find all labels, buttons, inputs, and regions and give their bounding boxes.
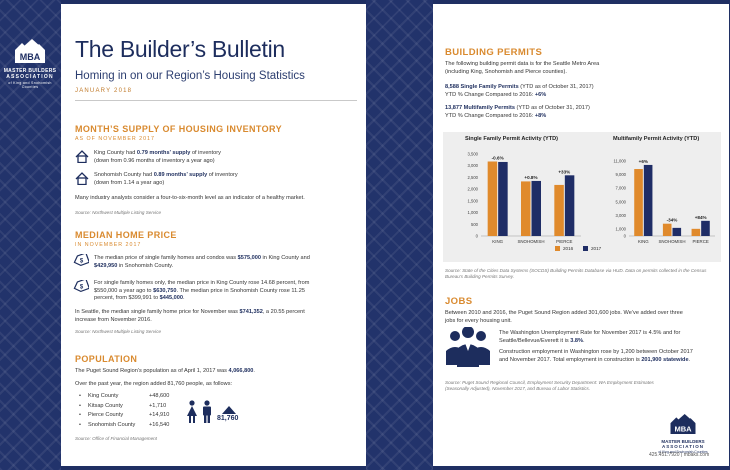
change-annotation: +33%: [558, 169, 571, 175]
y-tick-label: 7,000: [615, 185, 626, 191]
permits-mf-l2-pre: YTD % Change Compared to 2016:: [445, 112, 535, 119]
permits-mf-bold: 13,877 Multifamily Permits: [445, 105, 515, 111]
supply-analysts: Many industry analysts consider a four-to-six-month level as an indicator of a healthy market.: [75, 195, 305, 201]
supply-sno-line2: (down from 1.14 a year ago): [94, 179, 165, 186]
y-tick-label: 0: [623, 233, 626, 239]
bar-2017: [565, 175, 575, 236]
legend-label-2017: 2017: [591, 246, 602, 251]
supply-king-bold: 0.79 months’ supply: [136, 150, 191, 156]
bar-2017: [498, 162, 508, 236]
x-tick-label: SNOHOMISH: [658, 239, 686, 244]
permits-intro-l2: (including King, Snohomish and Pierce counties).: [445, 68, 567, 75]
supply-king-line2: (down from 0.96 months of inventory a year ago): [94, 157, 215, 164]
house-icon: [75, 172, 89, 185]
list-bullet: •: [79, 421, 81, 428]
footer-logo-line3: of King and Snohomish Counties: [658, 449, 708, 454]
median-p3-post: , a 20.55 percent: [262, 309, 305, 315]
jobs-intro-l2: jobs for every housing unit.: [445, 317, 512, 324]
jobs-source: [445, 380, 723, 392]
population-line1: [75, 368, 360, 376]
median-p1-b2: $429,950: [94, 262, 118, 269]
median-p1-b1: $575,000: [237, 255, 261, 261]
change-annotation: +6%: [638, 158, 648, 164]
x-tick-label: PIERCE: [556, 239, 573, 244]
permits-intro-l1: The following building permit data is for the Seattle Metro Area: [445, 61, 600, 67]
y-tick-label: 3,000: [467, 163, 478, 169]
supply-snohomish-text: [94, 172, 354, 187]
permits-source-l1: Source: State of the Cities Data Systems (SOCDS) Building Permits Database via HUD. Data on permits collected in the Census: [445, 268, 707, 273]
bar-2016: [692, 229, 701, 236]
county-name: King County: [88, 393, 119, 399]
footer-website[interactable]: mbaks.com: [683, 452, 710, 458]
y-tick-label: 1,000: [467, 210, 478, 216]
permits-mf-post: (YTD as of October 31, 2017): [514, 105, 590, 111]
jobs-b2-l1: Construction employment in Washington rose by 1,200 between October 2017: [499, 349, 693, 355]
median-p1-post: in Snohomish County.: [117, 262, 174, 269]
bar-2017: [673, 228, 682, 236]
median-source: Source: Northwest Multiple Listing Service: [75, 329, 162, 334]
house-icon: [75, 150, 89, 163]
change-annotation: -34%: [666, 217, 678, 223]
bar-2016: [521, 181, 531, 236]
permits-single-family: [445, 84, 720, 99]
county-name: Kitsap County: [88, 402, 123, 409]
county-name: Pierce County: [88, 412, 124, 419]
county-value: +14,910: [149, 412, 170, 419]
y-tick-label: 2,500: [467, 174, 478, 180]
jobs-source-l1: Source: Puget Sound Regional Council, Employment Security Department: WA Employment Estimates: [445, 380, 654, 385]
permits-multifamily: [445, 105, 720, 120]
x-tick-label: PIERCE: [692, 239, 709, 244]
median-p2-l1: For single family homes only, the median price in King County rose 14.68 percent, from: [94, 280, 310, 286]
bar-2016: [634, 169, 643, 236]
supply-sno-post: of inventory: [207, 172, 238, 178]
population-line1-pre: The Puget Sound Region’s population as of April 1, 2017 was: [75, 368, 229, 374]
median-p2-l3-post: .: [182, 295, 185, 302]
mba-logo: [3, 38, 57, 89]
x-tick-label: SNOHOMISH: [517, 239, 545, 244]
permits-source: [445, 268, 723, 280]
y-tick-label: 5,000: [615, 199, 626, 205]
median-subheading: IN NOVEMBER 2017: [75, 242, 142, 248]
median-p3-b: $741,352: [239, 309, 263, 315]
county-value: +1,710: [149, 402, 167, 409]
jobs-b2-l2-pre: and November 2017. Total employment in construction is: [499, 356, 642, 363]
supply-sno-bold: 0.89 months’ supply: [153, 172, 208, 178]
man-icon: [200, 400, 214, 424]
y-tick-label: 9,000: [615, 172, 626, 177]
jobs-intro: [445, 310, 723, 325]
footer-logo-line1: MASTER BUILDERS: [661, 439, 705, 444]
supply-king-pre: King County had: [94, 150, 137, 156]
legend-swatch-2016: [555, 246, 560, 251]
county-name: Snohomish County: [88, 421, 136, 428]
houses-logo-icon: [668, 414, 698, 434]
bar-2017: [644, 165, 653, 236]
logo-line2: ASSOCIATION: [6, 73, 54, 80]
median-p2-l3-pre: percent, from $399,991 to: [94, 295, 160, 302]
footer-separator: |: [680, 452, 683, 458]
supply-heading: MONTH’S SUPPLY OF HOUSING INVENTORY: [75, 124, 283, 134]
right-page: [433, 4, 729, 466]
left-page: [61, 4, 366, 466]
median-p1: [94, 255, 359, 270]
footer-logo: [648, 414, 718, 454]
supply-sno-pre: Snohomish County had: [94, 172, 154, 178]
bar-2017: [532, 181, 542, 236]
y-tick-label: 500: [471, 221, 478, 227]
bar-2017: [701, 221, 710, 236]
bar-2016: [554, 185, 564, 236]
workers-icon: [443, 327, 493, 367]
chart-title-single-family: Single Family Permit Activity (YTD): [465, 136, 559, 142]
footer-logo-line2: ASSOCIATION: [662, 444, 704, 450]
population-heading: POPULATION: [75, 354, 138, 364]
permits-intro: [445, 61, 720, 76]
y-tick-label: 1,500: [467, 198, 478, 204]
jobs-b2-l2-b: 201,900 statewide: [641, 356, 689, 363]
houses-logo-icon: [13, 38, 47, 64]
y-tick-label: 3,000: [615, 213, 626, 218]
jobs-intro-l1: Between 2010 and 2016, the Puget Sound Region added 301,600 jobs. We’ve added over three: [445, 310, 683, 316]
logo-line1: MASTER BUILDERS: [3, 68, 57, 74]
permit-bar-charts: [443, 132, 721, 262]
supply-subheading: AS OF NOVEMBER 2017: [75, 136, 155, 142]
county-value: +48,600: [149, 393, 170, 399]
median-p2-l2-pre: $550,000 a year ago to: [94, 287, 154, 294]
median-p3: [75, 309, 360, 324]
x-tick-label: KING: [492, 239, 504, 244]
y-tick-label: 3,500: [467, 151, 478, 157]
median-heading: MEDIAN HOME PRICE: [75, 230, 177, 240]
page-title: The Builder’s Bulletin: [75, 36, 285, 62]
permits-sf-bold: 8,588 Single Family Permits: [445, 84, 519, 90]
supply-source: Source: Northwest Multiple Listing Service: [75, 210, 162, 215]
y-tick-label: 0: [475, 233, 478, 239]
x-tick-label: KING: [637, 239, 649, 244]
svg-text:MBA: MBA: [19, 52, 41, 62]
y-tick-label: 2,000: [467, 186, 478, 192]
legend-label-2016: 2016: [563, 246, 574, 251]
footer-contact: [649, 452, 709, 458]
y-tick-label: 1,000: [615, 226, 626, 232]
population-line1-post: .: [253, 368, 255, 374]
change-annotation: -0.6%: [491, 155, 504, 161]
jobs-b1-l1: The Washington Unemployment Rate for November 2017 is 4.5% and for: [499, 330, 681, 336]
supply-king-text: [94, 150, 354, 165]
issue-date: JANUARY 2018: [75, 88, 133, 94]
change-annotation: +84%: [694, 214, 707, 220]
price-tag-icon: [73, 254, 89, 267]
list-bullet: •: [79, 402, 81, 409]
header-rule: [75, 100, 357, 101]
change-annotation: +0.8%: [524, 174, 538, 180]
footer-phone[interactable]: 425.451.7920: [649, 452, 680, 458]
svg-text:$: $: [79, 284, 84, 291]
list-bullet: •: [79, 412, 81, 419]
median-p3-l2: increase from November 2016.: [75, 316, 152, 323]
bar-2016: [663, 224, 672, 236]
permits-sf-post: (YTD as of October 31, 2017): [518, 84, 594, 90]
population-line1-b: 4,066,800: [228, 368, 254, 374]
permit-charts-panel: [443, 132, 721, 262]
median-p3-pre: In Seattle, the median single family home price for November was: [75, 309, 240, 315]
svg-text:$: $: [79, 258, 84, 265]
logo-line3: of King and Snohomish Counties: [8, 80, 52, 89]
legend-swatch-2017: [583, 246, 588, 251]
median-p2-l2-b: $630,750: [153, 287, 177, 294]
permits-sf-l2-pre: YTD % Change Compared to 2016:: [445, 91, 535, 98]
woman-icon: [185, 400, 199, 424]
chart-title-multifamily: Multifamily Permit Activity (YTD): [613, 136, 700, 142]
population-source: Source: Office of Financial Management: [75, 436, 157, 441]
jobs-b1-l2-post: .: [582, 337, 585, 344]
jobs-b1-l2-b: 3.8%: [570, 337, 583, 344]
permits-heading: BUILDING PERMITS: [445, 47, 543, 58]
county-value: +16,540: [149, 421, 170, 428]
jobs-b2-l2-post: .: [688, 356, 691, 363]
supply-king-post: of inventory: [190, 150, 221, 156]
median-p2-l2-post: . The median price in Snohomish County rose 11.25: [176, 287, 305, 294]
bar-2016: [488, 161, 498, 236]
median-p2-l3-b: $445,000: [159, 295, 183, 302]
svg-text:MBA: MBA: [674, 424, 692, 434]
y-tick-label: 11,000: [613, 158, 626, 164]
population-line2: Over the past year, the region added 81,760 people, as follows:: [75, 381, 233, 387]
permits-mf-l2-b: +8%: [534, 112, 547, 119]
jobs-construction: [499, 349, 727, 364]
permits-sf-l2-b: +6%: [534, 91, 547, 98]
price-tag-icon: [73, 280, 89, 293]
center-pattern-strip: [366, 0, 433, 470]
jobs-source-l2: (Seasonally Adjusted), November 2017, and Bureau of Labor Statistics.: [445, 385, 591, 391]
median-p1-mid: in King County and: [261, 255, 310, 261]
median-p2: [94, 280, 362, 303]
jobs-heading: JOBS: [445, 296, 473, 307]
population-total: 81,760: [217, 415, 239, 422]
jobs-b1-l2-pre: Seattle/Bellevue/Everett it is: [499, 337, 571, 344]
page-subtitle: Homing in on our Region’s Housing Statistics: [75, 70, 305, 82]
median-p1-pre: The median price of single family homes and condos was: [94, 255, 238, 261]
list-bullet: •: [79, 393, 81, 399]
permits-source-l2: Bureau’s Building Permits Survey.: [445, 273, 515, 279]
up-arrow-icon: [222, 406, 236, 414]
jobs-unemployment: [499, 330, 724, 345]
